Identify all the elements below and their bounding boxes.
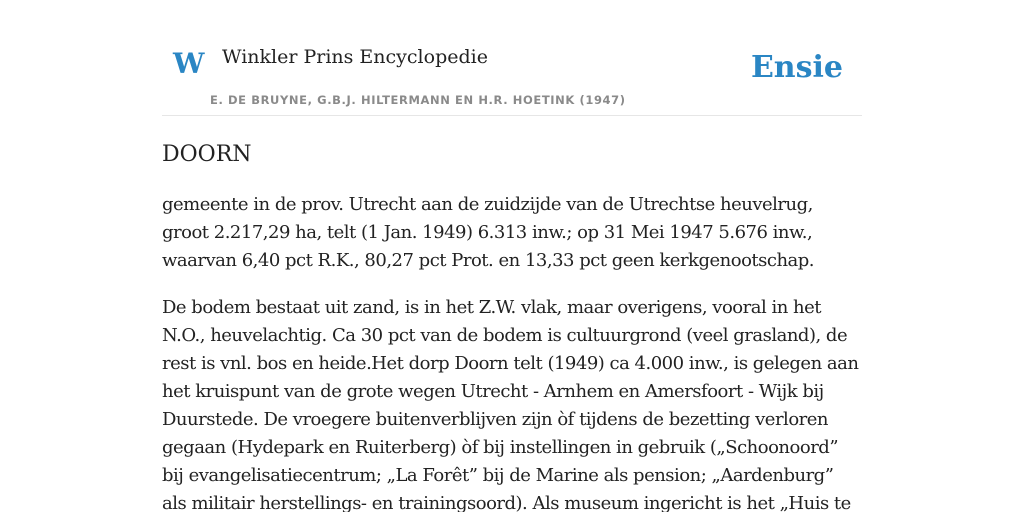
article [162,140,862,512]
winkler-prins-logo[interactable]: W [173,47,205,80]
site-header [162,30,862,116]
article-paragraph: De bodem bestaat uit zand, is in het Z.W. vlak, maar overigens, vooral in het N.O., heuvelachtig. Ca 30 pct van de bodem is cultuurgrond (veel grasland), de rest is vnl. bos en heide.Het dorp Doorn telt (1949) ca 4.000 inw., is gelegen aan het kruispunt van de grote wegen Utrecht - Arnhem en Amersfoort - Wijk bij Duurstede. De vroegere buitenverblijven zijn òf tijdens de bezetting verloren gegaan (Hydepark en Ruiterberg) òf bij instellingen in gebruik („Schoonoord” bij evangelisatiecentrum; „La Forêt” bij de Marine als pension; „Aardenburg” als militair herstellings- en trainingsoord). Als museum ingericht is het „Huis te [162,297,859,512]
publication-authors: E. DE BRUYNE, G.B.J. HILTERMANN EN H.R. HOETINK (1947) [210,93,626,107]
article-paragraph: gemeente in de prov. Utrecht aan de zuidzijde van de Utrechtse heuvelrug, groot 2.217,29 ha, telt (1 Jan. 1949) 6.313 inw.; op 31 Mei 1947 5.676 inw., waarvan 6,40 pct R.K., 80,27 pct Prot. en 13,33 pct geen kerkgenootschap. [162,194,815,271]
article-title: DOORN [162,142,252,167]
ensie-brand-logo[interactable]: Ensie [750,50,843,85]
publication-title[interactable]: Winkler Prins Encyclopedie [222,46,488,68]
